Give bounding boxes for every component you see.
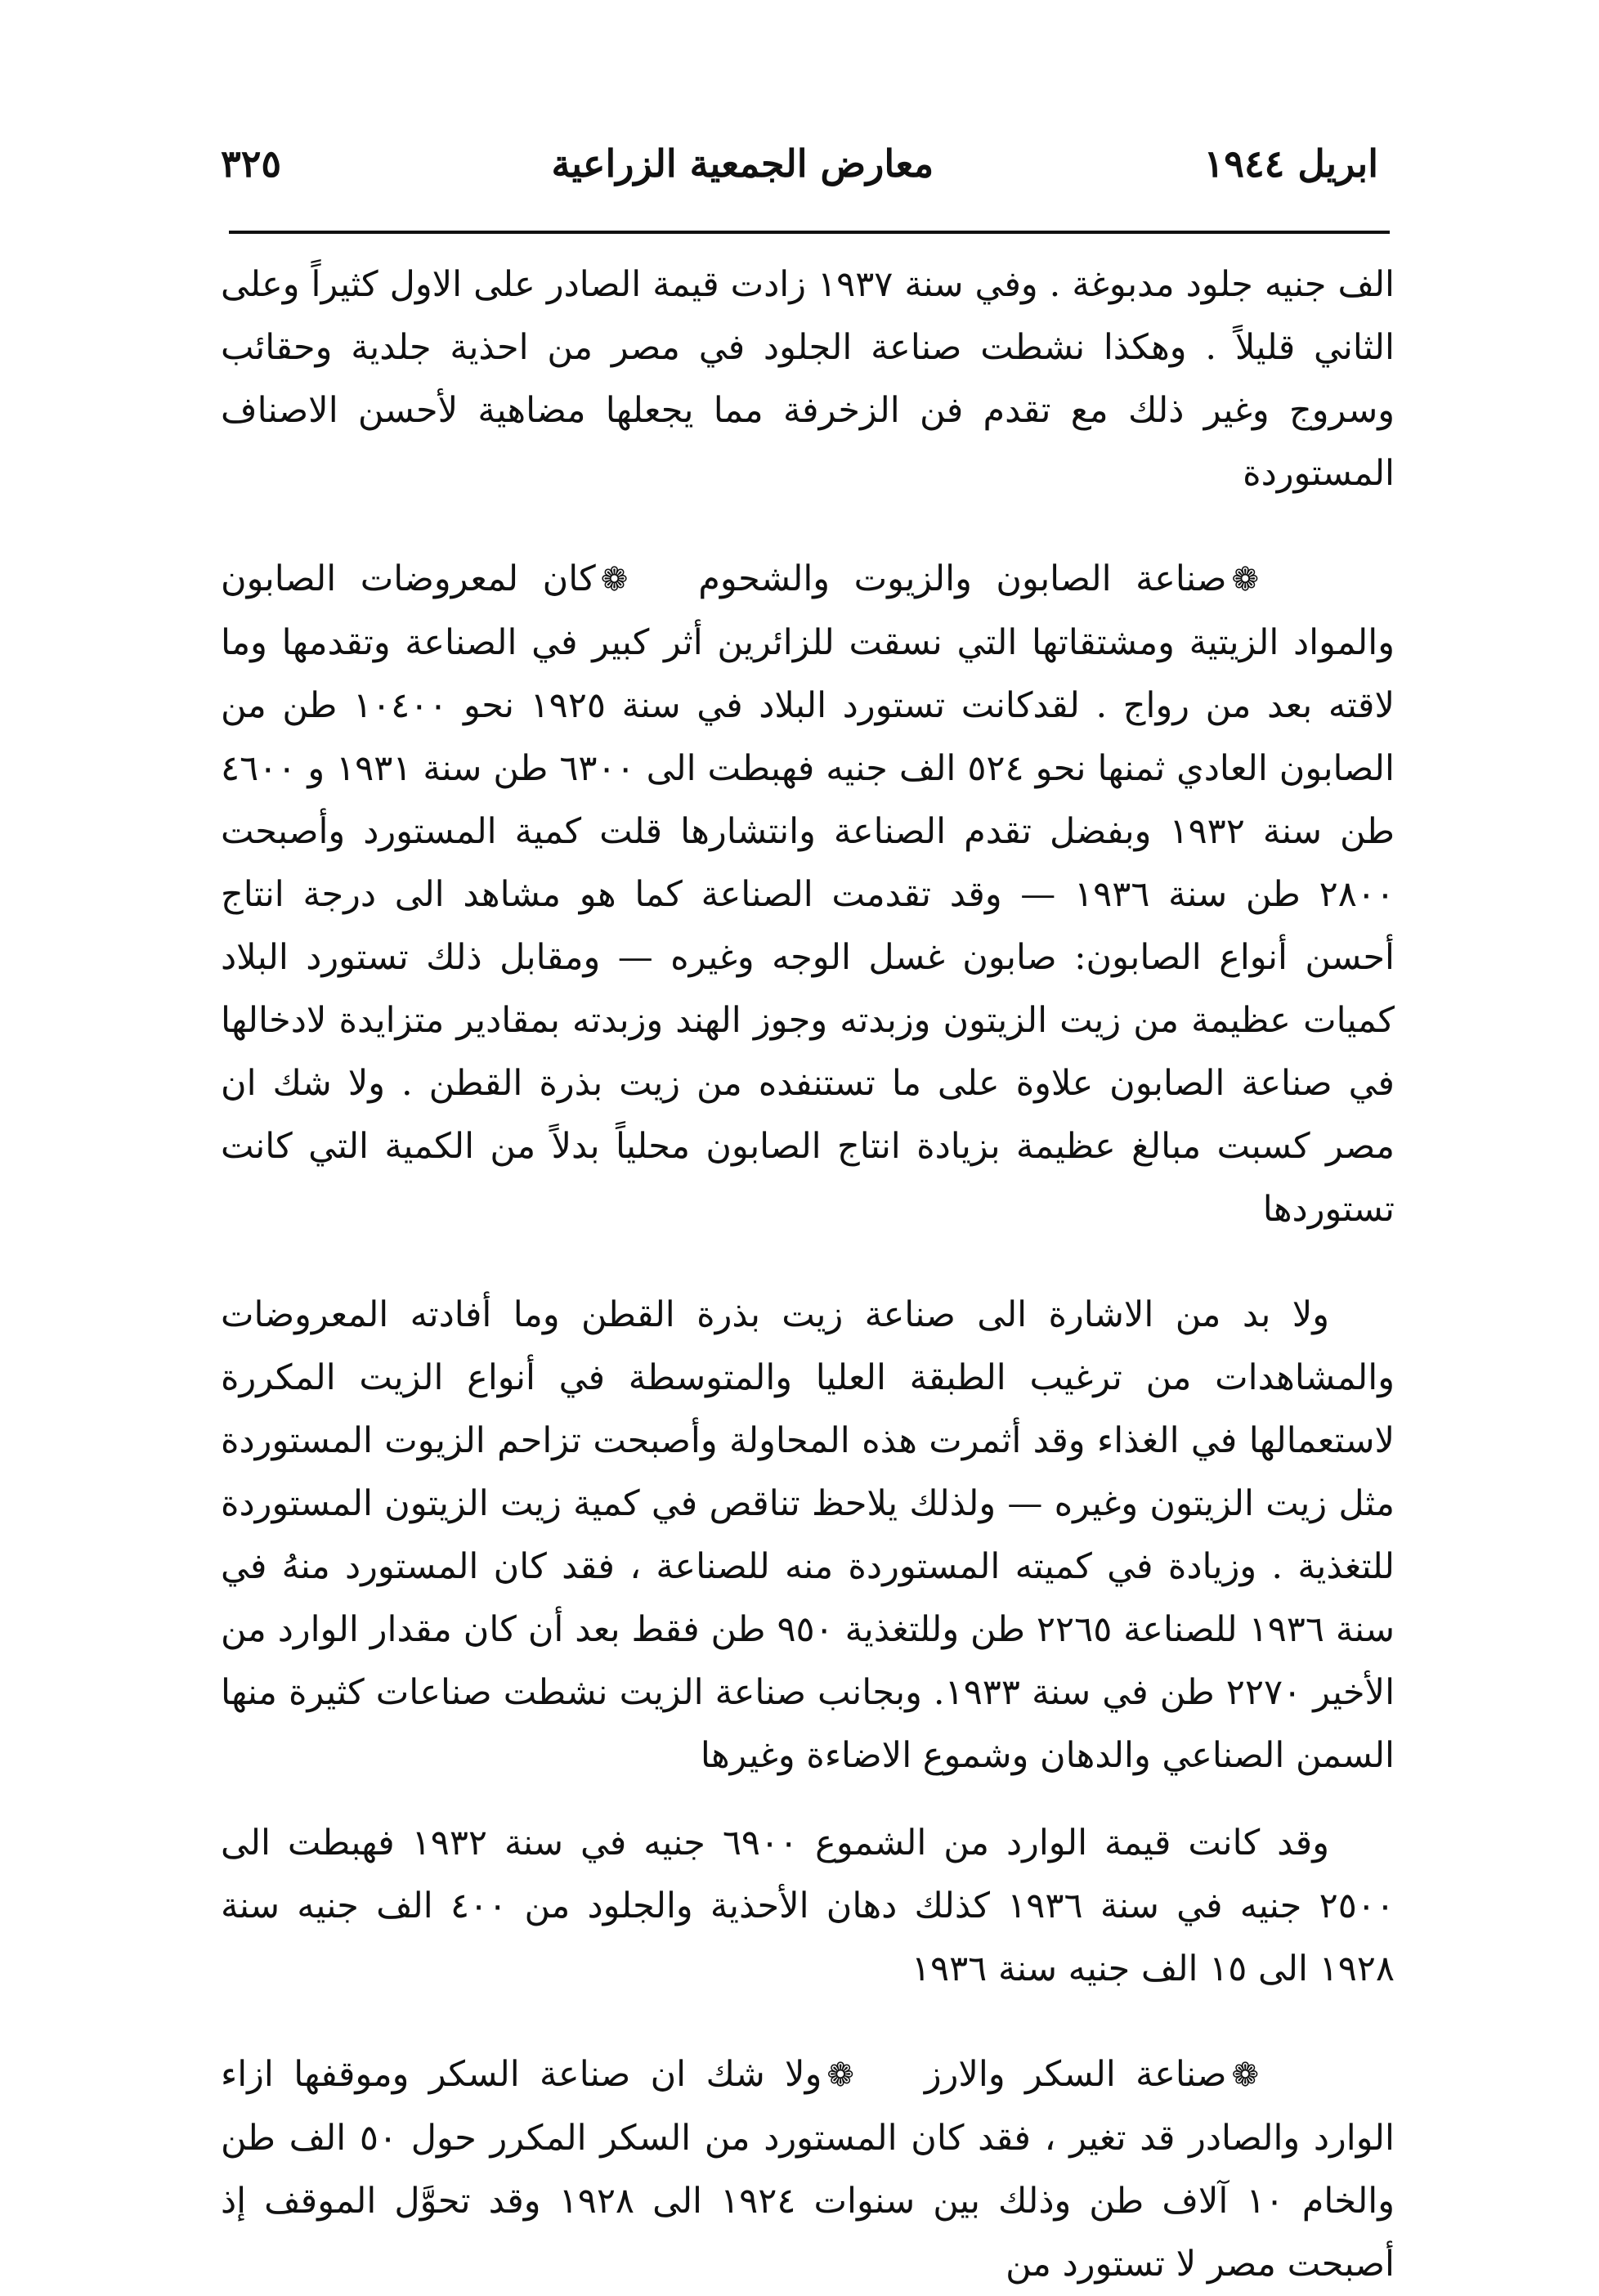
paragraph-gap <box>221 2001 1395 2043</box>
section-ornament-icon: ❁ <box>600 561 629 599</box>
section-ornament-icon: ❁ <box>1231 2056 1259 2094</box>
paragraph-cottonseed-oil-text: ولا بد من الاشارة الى صناعة زيت بذرة القطن وما أفادته المعروضات والمشاهدات من ترغيب الطبقة العليا والمتوسطة في أنواع الزيت المكررة لاستعمالها في الغذاء وقد أثمرت هذه المحاولة وأصبحت تزاحم الزيوت المستوردة مثل زيت الزيتون وغيره — ولذلك يلاحظ تناقص في كمية زيت الزيتون المستوردة للتغذية . وزيادة في كميته المستوردة منه للصناعة ، فقد كان المستورد منهُ في سنة ١٩٣٦ للصناعة ٢٢٦٥ طن وللتغذية ٩٥٠ طن فقط بعد أن كان مقدار الوارد من الأخير ٢٢٧٠ طن في سنة ١٩٣٣. وبجانب صناعة الزيت نشطت صناعات كثيرة منها السمن الصناعي والدهان وشموع الاضاءة وغيرها <box>221 1294 1395 1776</box>
paragraph-gap <box>221 1241 1395 1284</box>
paragraph-gap <box>221 505 1395 548</box>
header-rule <box>229 231 1390 234</box>
paragraph-gap <box>221 1787 1395 1812</box>
section-ornament-icon: ❁ <box>826 2056 854 2094</box>
page-number: ٣٢٥ <box>221 141 282 186</box>
paragraph-leather-text: الف جنيه جلود مدبوغة . وفي سنة ١٩٣٧ زادت قيمة الصادر على الاول كثيراً وعلى الثاني قليلاً . وهكذا نشطت صناعة الجلود في مصر من احذية جلدية وحقائب وسروج وغير ذلك مع تقدم فن الزخرفة مما يجعلها مضاهية لأحسن الاصناف المستوردة <box>221 264 1395 494</box>
paragraph-candles <box>221 1812 1395 2001</box>
header-date: ابريل ١٩٤٤ <box>1203 141 1378 186</box>
paragraph-cottonseed-oil <box>221 1284 1395 1787</box>
paragraph-soap <box>221 548 1395 1241</box>
paragraph-candles-text: وقد كانت قيمة الوارد من الشموع ٦٩٠٠ جنيه في سنة ١٩٣٢ فهبطت الى ٢٥٠٠ جنيه في سنة ١٩٣٦ كذلك دهان الأحذية والجلود من ٤٠٠ الف جنيه سنة ١٩٢٨ الى ١٥ الف جنيه سنة ١٩٣٦ <box>221 1823 1395 1989</box>
paragraph-sugar <box>221 2043 1395 2296</box>
paragraph-sugar-text: ولا شك ان صناعة السكر وموقفها ازاء الوارد والصادر قد تغير ، فقد كان المستورد من السكر المكرر حول ٥٠ الف طن والخام ١٠ آلاف طن وذلك بين سنوات ١٩٢٤ الى ١٩٢٨ وقد تحوَّل الموقف إذ أصبحت مصر لا تستورد من <box>221 2054 1395 2285</box>
page-body <box>221 253 1395 2296</box>
header-title: معارض الجمعية الزراعية <box>551 141 934 186</box>
section-ornament-icon: ❁ <box>1231 561 1259 599</box>
paragraph-leather <box>221 253 1395 505</box>
section-heading-soap: صناعة الصابون والزيوت والشحوم <box>698 558 1227 599</box>
section-heading-sugar: صناعة السكر والارز <box>924 2054 1227 2095</box>
paragraph-soap-text: كان لمعروضات الصابون والمواد الزيتية ومشتقاتها التي نسقت للزائرين أثر كبير في الصناعة وتقدمها وما لاقته بعد من رواج . لقدكانت تستورد البلاد في سنة ١٩٢٥ نحو ١٠٤٠٠ طن من الصابون العادي ثمنها نحو ٥٢٤ الف جنيه فهبطت الى ٦٣٠٠ طن سنة ١٩٣١ و ٤٦٠٠ طن سنة ١٩٣٢ وبفضل تقدم الصناعة وانتشارها قلت كمية المستورد وأصبحت ٢٨٠٠ طن سنة ١٩٣٦ — وقد تقدمت الصناعة كما هو مشاهد الى درجة انتاج أحسن أنواع الصابون: صابون غسل الوجه وغيره — ومقابل ذلك تستورد البلاد كميات عظيمة من زيت الزيتون وزبدته وجوز الهند وزبدته بمقادير متزايدة لادخالها في صناعة الصابون علاوة على ما تستنفده من زيت بذرة القطن . ولا شك ان مصر كسبت مبالغ عظيمة بزيادة انتاج الصابون محلياً بدلاً من الكمية التي كانت تستوردها <box>221 558 1395 1230</box>
page-header <box>221 131 1378 196</box>
